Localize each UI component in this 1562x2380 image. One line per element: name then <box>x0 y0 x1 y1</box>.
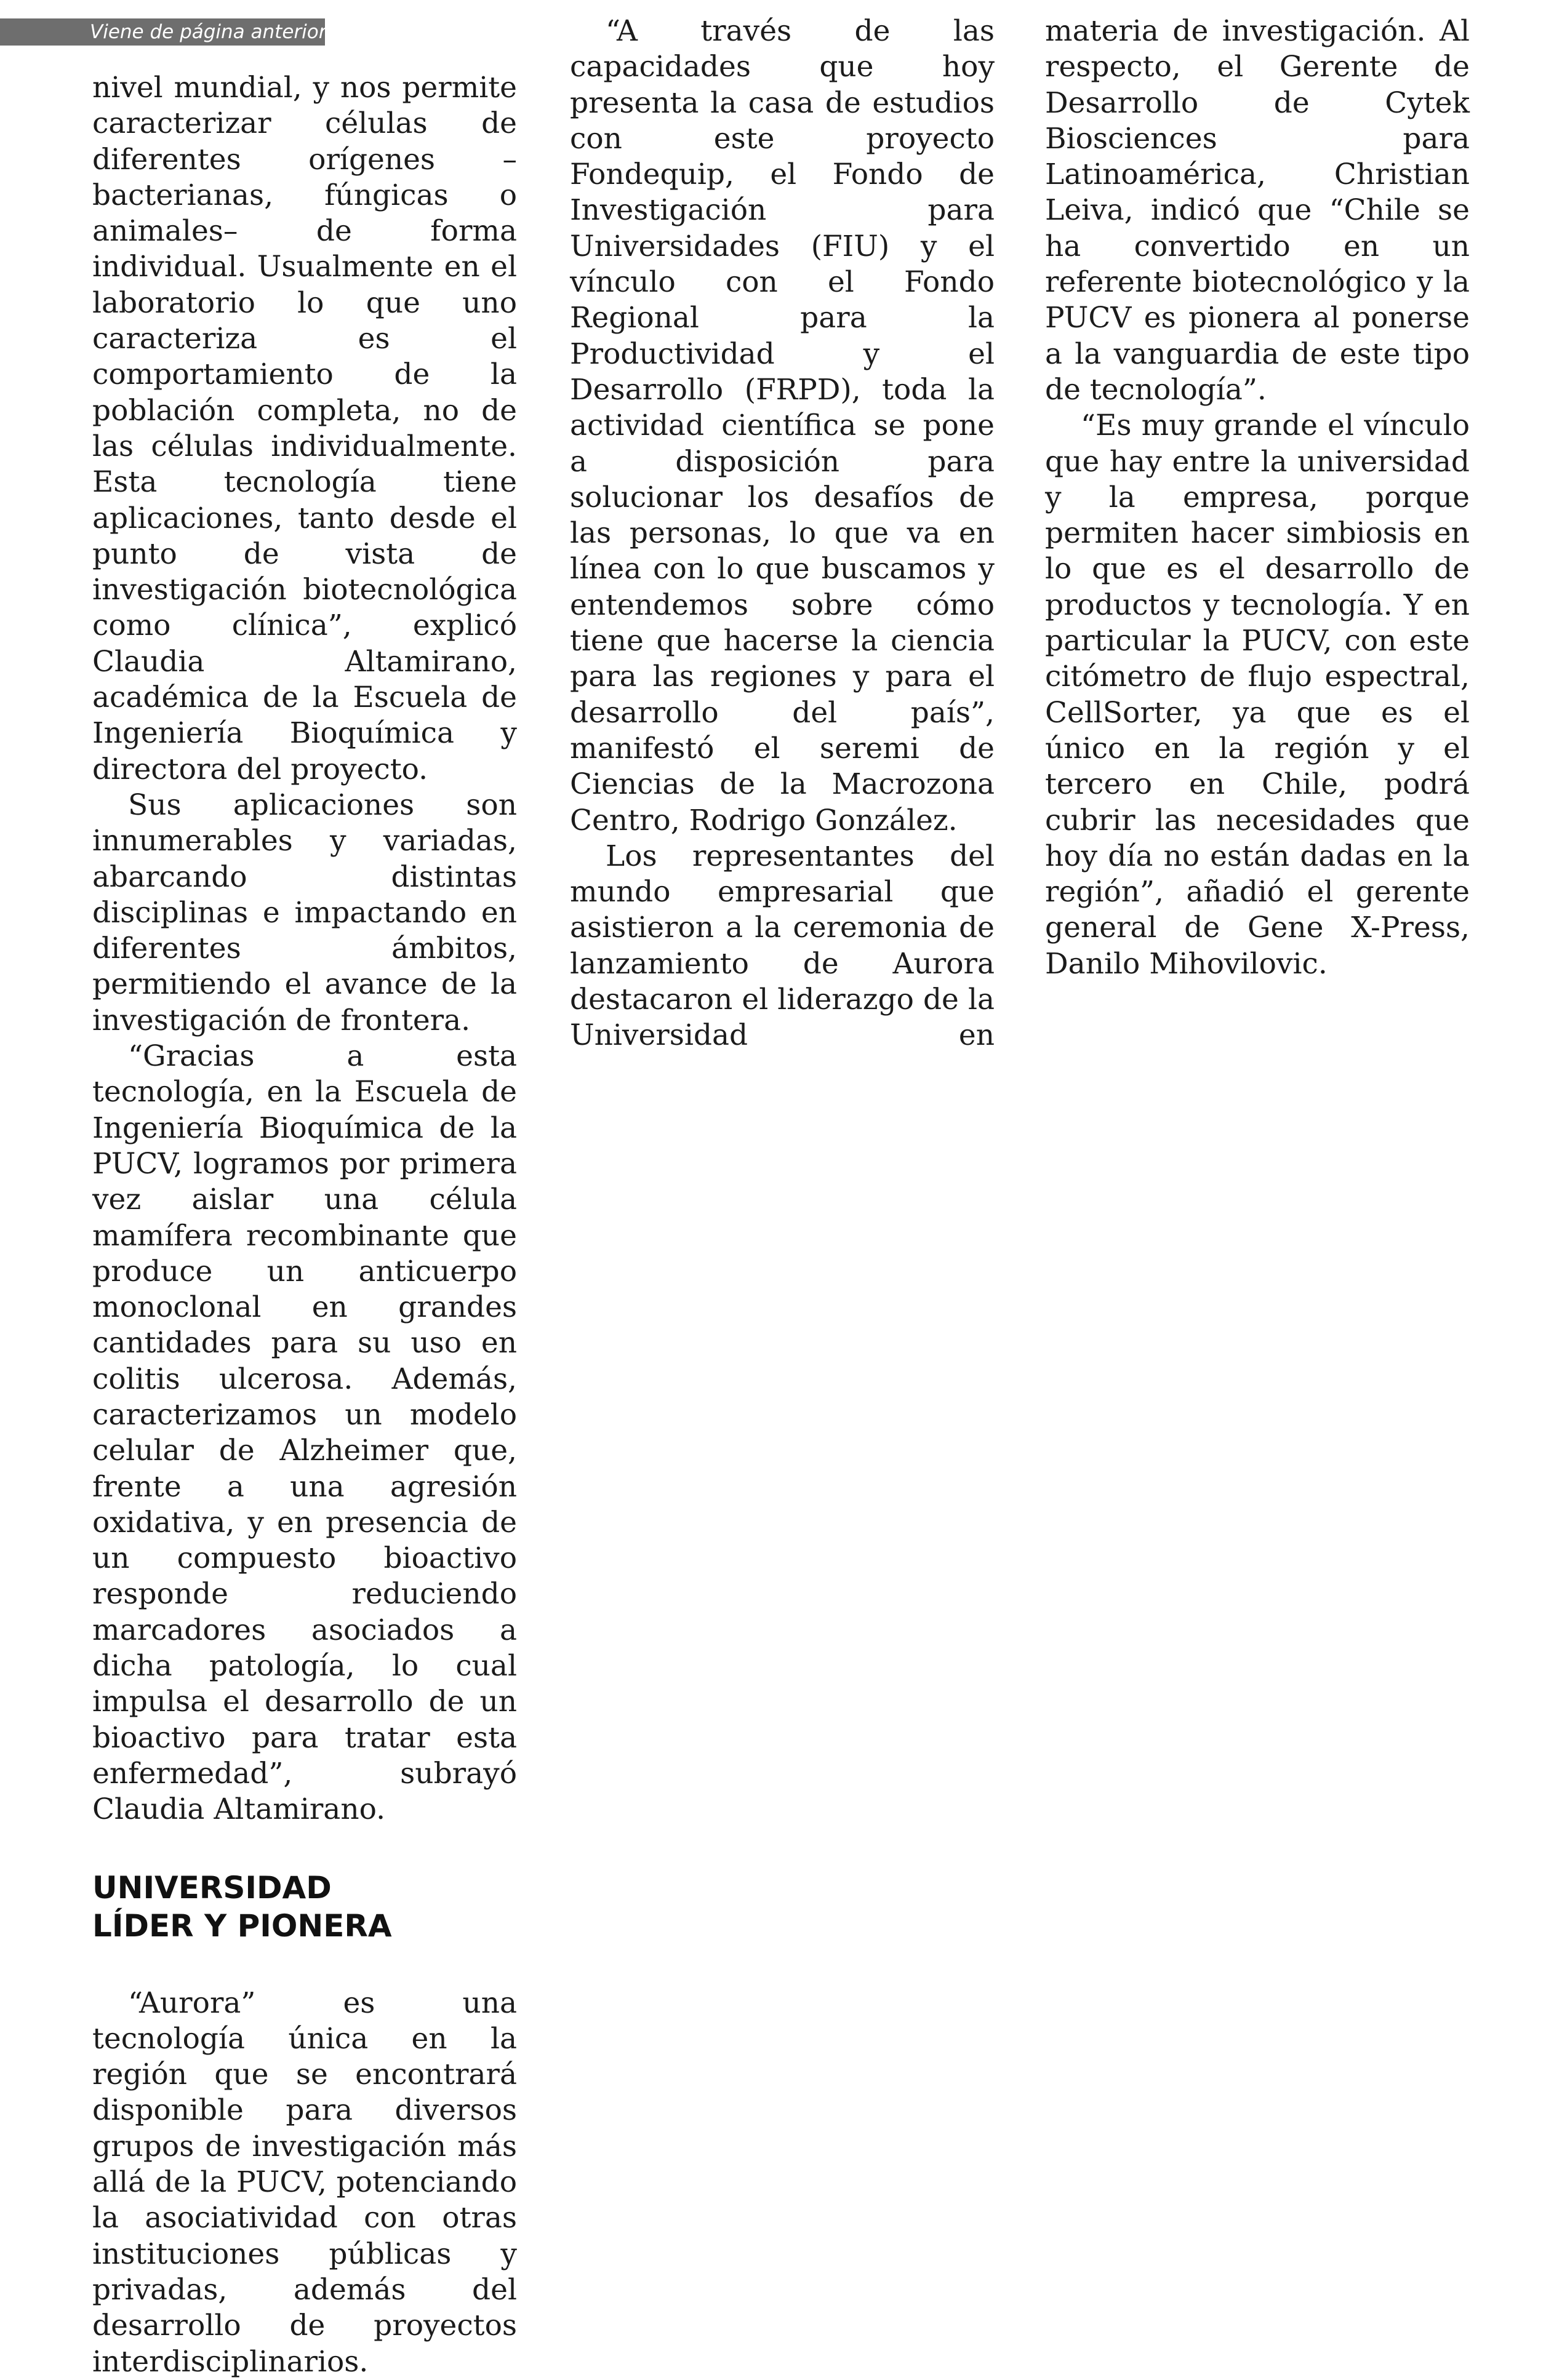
paragraph-cytek-leiva: materia de investigación. Al respecto, el Gerente de Desarrollo de Cytek Biosciences para Latinoamérica, Christian Leiva, indicó que “Chile se ha convertido en un referente biotecnológico y la PUCV es pionera al ponerse a la vanguardia de este tipo de tecnología”. <box>1045 14 1470 407</box>
paragraph-seremi-quote: “A través de las capacidades que hoy presenta la casa de estudios con este proyecto Fondequip, el Fondo de Investigación para Universidades (FIU) y el vínculo con el Fondo Regional para la Productividad y el Desarrollo (FRPD), toda la actividad científica se pone a disposición para solucionar los desafíos de las personas, lo que va en línea con lo que buscamos y entendemos sobre cómo tiene que hacerse la ciencia para las regiones y para el desarrollo del país”, manifestó el seremi de Ciencias de la Macrozona Centro, Rodrigo González. <box>570 14 995 837</box>
article-column-2 <box>570 14 995 1054</box>
paragraph-altamirano-explanation: nivel mundial, y nos permite caracterizar células de diferentes orígenes –bacterianas, fúngicas o animales– de forma individual. Usualmente en el laboratorio lo que uno caracteriza es el comportamiento de la población completa, no de las células individualmente. Esta tecnología tiene aplicaciones, tanto desde el punto de vista de investigación biotecnológica como clínica”, explicó Claudia Altamirano, académica de la Escuela de Ingeniería Bioquímica y directora del proyecto. <box>92 71 517 786</box>
article-column-1 <box>92 70 517 2380</box>
paragraph-gene-xpress-quote: “Es muy grande el vínculo que hay entre la universidad y la empresa, porque permiten hacer simbiosis en lo que es el desarrollo de productos y tecnología. Y en particular la PUCV, con este citómetro de flujo espectral, CellSorter, ya que es el único en la región y el tercero en Chile, podrá cubrir las necesidades que hoy día no están dadas en la región”, añadió el gerente general de Gene X-Press, Danilo Mihovilovic. <box>1045 409 1470 981</box>
article-column-3 <box>1045 14 1470 982</box>
paragraph-business-representatives: Los representantes del mundo empresarial que asistieron a la ceremonia de lanzamiento de Aurora destacaron el liderazgo de la Universidad en <box>570 839 995 1053</box>
section-heading <box>92 1869 517 1945</box>
section-heading-line-2: LÍDER Y PIONERA <box>92 1907 392 1944</box>
paragraph-altamirano-quote: “Gracias a esta tecnología, en la Escuela de Ingeniería Bioquímica de la PUCV, logramos por primera vez aislar una célula mamífera recombinante que produce un anticuerpo monoclonal en grandes cantidades para su uso en colitis ulcerosa. Además, caracterizamos un modelo celular de Alzheimer que, frente a una agresión oxidativa, y en presencia de un compuesto bioactivo responde reduciendo marcadores asociados a dicha patología, lo cual impulsa el desarrollo de un bioactivo para tratar esta enfermedad”, subrayó Claudia Altamirano. <box>92 1039 517 1827</box>
paragraph-applications: Sus aplicaciones son innumerables y variadas, abarcando distintas disciplinas e impactando en diferentes ámbitos, permitiendo el avance de la investigación de frontera. <box>92 788 517 1037</box>
continued-from-previous-page-banner: Viene de página anterior <box>0 18 325 46</box>
paragraph-aurora-technology: “Aurora” es una tecnología única en la región que se encontrará disponible para diversos grupos de investigación más allá de la PUCV, potenciando la asociatividad con otras instituciones públicas y privadas, además del desarrollo de proyectos interdisciplinarios. <box>92 1986 517 2379</box>
section-heading-line-1: UNIVERSIDAD <box>92 1869 332 1906</box>
